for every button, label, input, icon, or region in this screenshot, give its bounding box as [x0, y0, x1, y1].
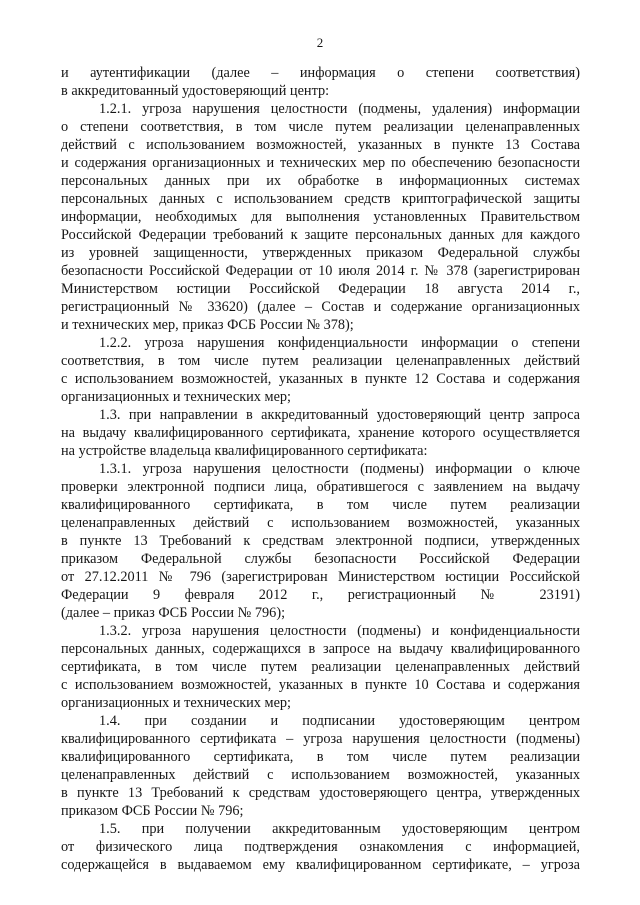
text-line: с использованием возможностей, указанных в пункте 10 Состава и содержания [61, 677, 580, 693]
text-line: в пункте 13 Требований к средствам электронной подписи, утвержденных [61, 533, 580, 549]
text-line: (далее – приказ ФСБ России № 796); [61, 605, 286, 621]
text-line: Федерации 9 февраля 2012 г., регистрационный № 23191) [61, 587, 580, 603]
text-line: соответствия, в том числе путем реализации целенаправленных действий [61, 353, 580, 369]
text-line: квалифицированного сертификата, в том числе путем реализации [61, 497, 580, 513]
text-line: персональных данных с использованием средств криптографической защиты [61, 191, 580, 207]
text-line: действий с использованием возможностей, указанных в пункте 13 Состава [61, 137, 580, 153]
text-line: в аккредитованный удостоверяющий центр: [61, 83, 330, 99]
text-line: квалифицированного сертификата – угроза нарушения целостности (подмены) [61, 731, 580, 747]
text-line: из уровней защищенности, утвержденных приказом Федеральной службы [61, 245, 580, 261]
text-line: 1.3. при направлении в аккредитованный удостоверяющий центр запроса [99, 407, 580, 423]
text-line: приказом ФСБ России № 796; [61, 803, 244, 819]
document-body [61, 64, 580, 874]
text-line: Российской Федерации требований к защите персональных данных для каждого [61, 227, 580, 243]
text-line: 1.2.1. угроза нарушения целостности (подмены, удаления) информации [99, 101, 580, 117]
text-line: в пункте 13 Требований к средствам удостоверяющего центра, утвержденных [61, 785, 580, 801]
text-line: с использованием возможностей, указанных в пункте 12 Состава и содержания [61, 371, 580, 387]
text-line: информации, необходимых для выполнения установленных Правительством [61, 209, 580, 225]
text-line: персональных данных, содержащихся в запросе на выдачу квалифицированного [61, 641, 580, 657]
text-line: организационных и технических мер; [61, 695, 292, 711]
text-line: 1.3.2. угроза нарушения целостности (подмены) и конфиденциальности [99, 623, 580, 639]
text-line: регистрационный № 33620) (далее – Состав и содержание организационных [61, 299, 580, 315]
text-line: и содержания организационных и технических мер по обеспечению безопасности [61, 155, 580, 171]
text-line: проверки электронной подписи лица, обратившегося с заявлением на выдачу [61, 479, 580, 495]
text-line: 1.4. при создании и подписании удостоверяющим центром [99, 713, 580, 729]
text-line: квалифицированного сертификата, в том числе путем реализации [61, 749, 580, 765]
text-line: Министерством юстиции Российской Федерации 18 августа 2014 г., [61, 281, 580, 297]
text-line: безопасности Российской Федерации от 10 июля 2014 г. № 378 (зарегистрирован [61, 263, 580, 279]
text-line: приказом Федеральной службы безопасности Российской Федерации [61, 551, 580, 567]
text-line: на устройстве владельца квалифицированного сертификата: [61, 443, 428, 459]
text-line: 1.5. при получении аккредитованным удостоверяющим центром [99, 821, 580, 837]
text-line: организационных и технических мер; [61, 389, 292, 405]
text-line: содержащейся в выдаваемом ему квалифицированном сертификате, – угроза [61, 857, 580, 873]
text-line: на выдачу квалифицированного сертификата, хранение которого осуществляется [61, 425, 580, 441]
text-line: от 27.12.2011 № 796 (зарегистрирован Министерством юстиции Российской [61, 569, 580, 585]
text-line: и аутентификации (далее – информация о степени соответствия) [61, 65, 580, 81]
text-line: 1.3.1. угроза нарушения целостности (подмены) информации о ключе [99, 461, 580, 477]
text-line: о степени соответствия, в том числе путем реализации целенаправленных [61, 119, 580, 135]
page-number: 2 [316, 35, 324, 50]
text-line: от физического лица подтверждения ознакомления с информацией, [61, 839, 580, 855]
text-line: 1.2.2. угроза нарушения конфиденциальности информации о степени [99, 335, 580, 351]
text-line: целенаправленных действий с использованием возможностей, указанных [61, 767, 580, 783]
text-line: персональных данных при их обработке в информационных системах [61, 173, 580, 189]
text-line: сертификата, в том числе путем реализации целенаправленных действий [61, 659, 580, 675]
text-line: целенаправленных действий с использованием возможностей, указанных [61, 515, 580, 531]
text-line: и технических мер, приказ ФСБ России № 378); [61, 317, 354, 333]
